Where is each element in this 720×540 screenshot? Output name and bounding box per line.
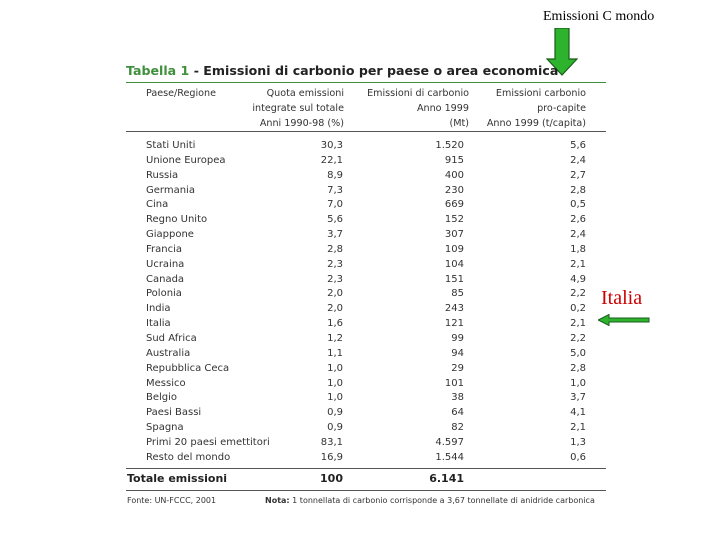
country-cell: Unione Europea — [146, 154, 226, 166]
emissions-cell: 104 — [444, 258, 464, 270]
table-header — [126, 83, 606, 131]
italia-callout-label: Italia — [601, 287, 643, 309]
total-mt: 6.141 — [429, 471, 464, 485]
emissions-cell: 915 — [444, 154, 464, 166]
share-cell: 2,8 — [327, 243, 343, 255]
per-capita-cell: 2,8 — [570, 184, 586, 196]
emissions-cell: 99 — [451, 332, 464, 344]
total-share: 100 — [320, 471, 343, 485]
per-capita-cell: 1,3 — [570, 436, 586, 448]
table-row — [126, 213, 606, 228]
share-cell: 5,6 — [327, 214, 343, 226]
per-capita-cell: 2,2 — [570, 332, 586, 344]
share-cell: 3,7 — [327, 229, 343, 241]
share-cell: 30,3 — [320, 140, 343, 151]
table-row — [126, 436, 606, 451]
country-cell: Repubblica Ceca — [146, 362, 230, 374]
table-row — [126, 184, 606, 199]
per-capita-cell: 2,8 — [570, 362, 586, 374]
table-row — [126, 421, 606, 436]
table-title — [126, 61, 606, 81]
table-row — [126, 362, 606, 377]
per-capita-cell: 4,9 — [570, 273, 586, 285]
header-line: Anni 1990-98 (%) — [259, 118, 344, 129]
share-cell: 2,3 — [327, 273, 343, 285]
table-row — [126, 287, 606, 302]
emissions-cell: 307 — [444, 229, 464, 241]
per-capita-cell: 1,8 — [570, 243, 586, 255]
table-title-text: - Emissioni di carbonio per paese o area economica — [189, 63, 559, 78]
table-row — [126, 154, 606, 169]
slide-corner-label: Emissioni C mondo — [543, 9, 655, 24]
per-capita-cell: 2,4 — [570, 154, 586, 166]
header-share — [252, 86, 344, 131]
share-cell: 1,0 — [327, 377, 343, 389]
share-cell: 8,9 — [327, 169, 343, 181]
country-cell: Spagna — [146, 422, 184, 434]
header-line: Emissioni di carbonio — [367, 88, 469, 99]
emissions-cell: 109 — [444, 243, 464, 255]
emissions-cell: 400 — [444, 169, 464, 181]
per-capita-cell: 2,1 — [570, 258, 586, 270]
per-capita-cell: 0,5 — [570, 199, 586, 211]
table-row — [126, 258, 606, 273]
country-cell: Canada — [146, 273, 185, 285]
note-label: Nota: — [265, 495, 290, 505]
share-cell: 7,0 — [327, 199, 343, 211]
emissions-cell: 1.520 — [435, 140, 464, 151]
country-cell: Giappone — [146, 229, 194, 241]
emissions-cell: 64 — [451, 407, 464, 419]
country-cell: Ucraina — [146, 258, 185, 270]
table-row — [126, 273, 606, 288]
per-capita-cell: 0,6 — [570, 451, 586, 463]
country-cell: Italia — [146, 318, 171, 330]
country-cell: Messico — [146, 377, 186, 389]
share-cell: 1,1 — [327, 347, 343, 359]
per-capita-cell: 2,1 — [570, 318, 586, 330]
country-cell: Francia — [146, 243, 183, 255]
emissions-cell: 38 — [451, 392, 464, 404]
emissions-cell: 94 — [451, 347, 464, 359]
country-cell: Paesi Bassi — [146, 407, 202, 419]
emissions-cell: 152 — [444, 214, 464, 226]
table-footer — [126, 491, 606, 507]
share-cell: 7,3 — [327, 184, 343, 196]
header-line: Quota emissioni — [266, 88, 344, 99]
per-capita-cell: 5,0 — [570, 347, 586, 359]
header-line: Anno 1999 — [416, 103, 469, 114]
header-line: Paese/Regione — [146, 88, 217, 99]
per-capita-cell: 2,1 — [570, 422, 586, 434]
table-number: Tabella 1 — [126, 63, 190, 78]
country-cell: Resto del mondo — [146, 451, 231, 463]
country-cell: Germania — [146, 184, 195, 196]
share-cell: 2,3 — [327, 258, 343, 270]
country-cell: Primi 20 paesi emettitori — [146, 436, 270, 448]
per-capita-cell: 1,0 — [570, 377, 586, 389]
total-row — [126, 469, 606, 489]
country-cell: Belgio — [146, 392, 178, 404]
emissions-cell: 101 — [444, 377, 464, 389]
share-cell: 0,9 — [327, 422, 343, 434]
note-text: 1 tonnellata di carbonio corrisponde a 3,67 tonnellate di anidride carbonica — [289, 495, 595, 505]
share-cell: 1,0 — [327, 362, 343, 374]
per-capita-cell: 2,2 — [570, 288, 586, 300]
table-row — [126, 391, 606, 406]
share-cell: 1,6 — [327, 318, 343, 330]
share-cell: 1,0 — [327, 392, 343, 404]
table-row — [126, 451, 606, 466]
table-row — [126, 198, 606, 213]
country-cell: Australia — [146, 347, 191, 359]
per-capita-cell: 2,4 — [570, 229, 586, 241]
header-country — [146, 86, 216, 101]
country-cell: Regno Unito — [146, 214, 208, 226]
country-cell: Stati Uniti — [146, 140, 196, 151]
header-line: Emissioni carbonio — [495, 88, 586, 99]
per-capita-cell: 4,1 — [570, 407, 586, 419]
table-row — [126, 377, 606, 392]
emissions-cell: 121 — [444, 318, 464, 330]
emissions-cell: 230 — [444, 184, 464, 196]
table-row — [126, 243, 606, 258]
emissions-cell: 85 — [451, 288, 464, 300]
country-cell: Russia — [146, 169, 179, 181]
emissions-cell: 29 — [451, 362, 464, 374]
table-row — [126, 302, 606, 317]
header-line: integrate sul totale — [252, 103, 344, 114]
header-per-capita — [487, 86, 586, 131]
share-cell: 83,1 — [320, 436, 343, 448]
emissions-cell: 669 — [444, 199, 464, 211]
per-capita-cell: 2,7 — [570, 169, 586, 181]
share-cell: 22,1 — [320, 154, 343, 166]
header-emissions-mt — [367, 86, 469, 131]
per-capita-cell: 5,6 — [570, 140, 586, 151]
share-cell: 0,9 — [327, 407, 343, 419]
table-body — [126, 139, 606, 466]
table-row — [126, 228, 606, 243]
share-cell: 16,9 — [320, 451, 343, 463]
per-capita-cell: 2,6 — [570, 214, 586, 226]
total-label: Totale emissioni — [127, 471, 228, 485]
per-capita-cell: 3,7 — [570, 392, 586, 404]
emissions-cell: 82 — [451, 422, 464, 434]
country-cell: Polonia — [146, 288, 182, 300]
emissions-table-document — [126, 61, 606, 507]
conversion-note — [265, 496, 595, 505]
emissions-cell: 243 — [444, 303, 464, 315]
header-line: Anno 1999 (t/capita) — [486, 118, 586, 129]
table-row — [126, 169, 606, 184]
table-row — [126, 347, 606, 362]
country-cell: India — [146, 303, 171, 315]
emissions-cell: 151 — [444, 273, 464, 285]
country-cell: Sud Africa — [146, 332, 197, 344]
share-cell: 2,0 — [327, 303, 343, 315]
per-capita-cell: 0,2 — [570, 303, 586, 315]
table-row — [126, 317, 606, 332]
source-note: Fonte: UN-FCCC, 2001 — [127, 495, 217, 505]
share-cell: 1,2 — [327, 332, 343, 344]
header-rule — [126, 131, 606, 132]
table-row — [126, 139, 606, 154]
table-row — [126, 332, 606, 347]
share-cell: 2,0 — [327, 288, 343, 300]
table-row — [126, 406, 606, 421]
header-line: (Mt) — [449, 118, 469, 129]
header-line: pro-capite — [537, 103, 586, 114]
emissions-cell: 4.597 — [435, 436, 464, 448]
emissions-cell: 1.544 — [435, 451, 464, 463]
country-cell: Cina — [146, 199, 169, 211]
